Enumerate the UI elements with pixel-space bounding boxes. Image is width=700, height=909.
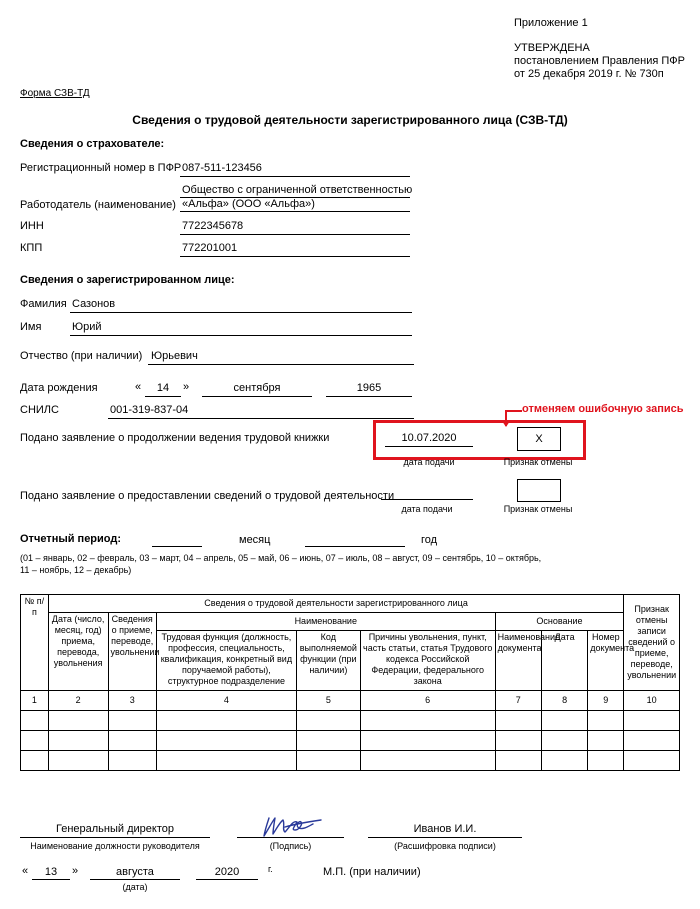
- person-heading: Сведения о зарегистрированном лице:: [20, 274, 235, 286]
- provide-cancel-box[interactable]: [517, 479, 561, 502]
- table-cell[interactable]: [48, 731, 108, 751]
- table-cell[interactable]: [541, 731, 587, 751]
- kpp-value: 772201001: [182, 242, 238, 254]
- signer-name-value: Иванов И.И.: [413, 823, 477, 835]
- sign-month: августа: [116, 866, 154, 878]
- reg-number-line: [180, 176, 410, 177]
- col-number: 4: [156, 691, 296, 711]
- table-cell[interactable]: [296, 751, 360, 771]
- header-date: Дата (число, месяц, год) приема, перевода, увольнения: [48, 613, 108, 691]
- table-cell[interactable]: [21, 731, 49, 751]
- patronymic-line: [148, 364, 414, 365]
- signer-name-caption: (Расшифровка подписи): [394, 841, 496, 851]
- signature-caption: (Подпись): [269, 841, 312, 851]
- signature-icon: [255, 812, 335, 840]
- snils-line: [108, 418, 414, 419]
- position-caption: Наименование должности руководителя: [30, 841, 200, 851]
- header-code: Код выполняемой функции (при наличии): [296, 631, 360, 691]
- period-month-label: месяц: [239, 534, 271, 546]
- col-number: 6: [360, 691, 495, 711]
- table-cell[interactable]: [495, 711, 541, 731]
- col-number: 7: [495, 691, 541, 711]
- approved-line-1: постановлением Правления ПФР: [514, 55, 685, 67]
- position-line: [20, 837, 210, 838]
- employer-label: Работодатель (наименование): [20, 199, 176, 211]
- table-cell[interactable]: [541, 711, 587, 731]
- period-legend-2: 11 – ноябрь, 12 – декабрь): [20, 565, 132, 575]
- reg-number-value: 087-511-123456: [182, 162, 262, 174]
- provide-cancel-caption: Признак отмены: [503, 504, 573, 514]
- header-name-group: Наименование: [156, 613, 495, 631]
- header-cancel: Признак отмены записи сведений о приеме, переводе, увольнении: [624, 595, 680, 691]
- table-row: [21, 751, 680, 771]
- table-cell[interactable]: [21, 751, 49, 771]
- birth-day-line: [145, 396, 181, 397]
- table-row: [21, 711, 680, 731]
- table-cell[interactable]: [48, 751, 108, 771]
- date-quote-close: »: [72, 865, 79, 877]
- header-doc-name: Наименование документа: [495, 631, 541, 691]
- stamp-label: М.П. (при наличии): [323, 866, 421, 878]
- continue-date-caption: дата подачи: [403, 457, 455, 467]
- col-number: 8: [541, 691, 587, 711]
- continue-app-date: 10.07.2020: [401, 432, 457, 444]
- table-cell[interactable]: [495, 731, 541, 751]
- birth-label: Дата рождения: [20, 382, 98, 394]
- period-year-line: [305, 546, 405, 547]
- date-quote-open: «: [22, 865, 29, 877]
- table-cell[interactable]: [588, 711, 624, 731]
- header-num: № п/п: [21, 595, 49, 691]
- col-number: 9: [588, 691, 624, 711]
- table-cell[interactable]: [624, 751, 680, 771]
- table-cell[interactable]: [156, 731, 296, 751]
- surname-value: Сазонов: [72, 298, 116, 310]
- table-cell[interactable]: [296, 711, 360, 731]
- surname-label: Фамилия: [20, 298, 67, 310]
- birth-year: 1965: [356, 382, 382, 394]
- header-info: Сведения о приеме, переводе, увольнении: [108, 613, 156, 691]
- table-cell[interactable]: [108, 731, 156, 751]
- kpp-label: КПП: [20, 242, 43, 254]
- provide-app-date-line: [381, 499, 473, 500]
- activity-table: [20, 594, 680, 771]
- continue-cancel-caption: Признак отмены: [503, 457, 573, 467]
- provide-app-label: Подано заявление о предоставлении сведений о трудовой деятельности: [20, 490, 395, 502]
- sign-month-line: [90, 879, 180, 880]
- name-value: Юрий: [72, 321, 102, 333]
- position-value: Генеральный директор: [56, 823, 174, 835]
- period-year-label: год: [421, 534, 438, 546]
- header-basis-group: Основание: [495, 613, 624, 631]
- continue-cancel-box[interactable]: X: [517, 427, 561, 451]
- inn-value: 7722345678: [182, 220, 244, 232]
- column-numbers-row: [21, 691, 680, 711]
- table-cell[interactable]: [624, 731, 680, 751]
- table-cell[interactable]: [156, 751, 296, 771]
- name-label: Имя: [20, 321, 42, 333]
- birth-month-line: [202, 396, 312, 397]
- header-doc-date: Дата: [541, 631, 587, 691]
- employer-value-1: Общество с ограниченной ответственностью: [182, 184, 413, 196]
- table-cell[interactable]: [624, 711, 680, 731]
- birth-day: 14: [156, 382, 170, 394]
- birth-year-line: [326, 396, 412, 397]
- continue-app-label: Подано заявление о продолжении ведения трудовой книжки: [20, 432, 330, 444]
- kpp-line: [180, 256, 410, 257]
- header-function: Трудовая функция (должность, профессия, специальность, квалификация, конкретный вид поручаемой работы), структурное подразделение: [156, 631, 296, 691]
- reg-number-label: Регистрационный номер в ПФР: [20, 162, 182, 174]
- col-number: 3: [108, 691, 156, 711]
- page-title: Сведения о трудовой деятельности зарегистрированного лица (СЗВ-ТД): [132, 113, 568, 127]
- sign-year-line: [196, 879, 258, 880]
- table-cell[interactable]: [156, 711, 296, 731]
- insurer-heading: Сведения о страхователе:: [20, 138, 165, 150]
- approved-label: УТВЕРЖДЕНА: [514, 42, 590, 54]
- name-line: [70, 335, 412, 336]
- header-doc-num: Номер документа: [588, 631, 624, 691]
- table-cell[interactable]: [495, 751, 541, 771]
- table-cell[interactable]: [360, 711, 495, 731]
- appendix-label: Приложение 1: [514, 17, 588, 29]
- table-cell[interactable]: [541, 751, 587, 771]
- col-number: 5: [296, 691, 360, 711]
- birth-month: сентября: [233, 382, 281, 394]
- period-legend-1: (01 – январь, 02 – февраль, 03 – март, 04 – апрель, 05 – май, 06 – июнь, 07 – июль, 08 – август, 09 – сентябрь, 10 – октябрь,: [20, 553, 542, 563]
- patronymic-value: Юрьевич: [151, 350, 198, 362]
- snils-label: СНИЛС: [20, 404, 59, 416]
- table-row: [21, 731, 680, 751]
- birth-quote-open: «: [135, 381, 142, 393]
- header-group: Сведения о трудовой деятельности зарегистрированного лица: [48, 595, 624, 613]
- period-month-line: [152, 546, 202, 547]
- table-cell[interactable]: [21, 711, 49, 731]
- annotation-text: отменяем ошибочную запись: [522, 403, 684, 415]
- table-cell[interactable]: [588, 751, 624, 771]
- col-number: 1: [21, 691, 49, 711]
- inn-line: [180, 234, 410, 235]
- period-label: Отчетный период:: [20, 533, 122, 545]
- snils-value: 001-319-837-04: [110, 404, 189, 416]
- provide-date-caption: дата подачи: [401, 504, 453, 514]
- approved-line-2: от 25 декабря 2019 г. № 730п: [514, 68, 664, 80]
- surname-line: [70, 312, 412, 313]
- table-cell[interactable]: [108, 751, 156, 771]
- sign-year-suffix: г.: [268, 864, 273, 874]
- sign-date-caption: (дата): [122, 882, 148, 892]
- sign-year: 2020: [214, 866, 240, 878]
- signature-line: [237, 837, 344, 838]
- employer-value-2: «Альфа» (ООО «Альфа»): [182, 198, 315, 210]
- sign-day-line: [32, 879, 70, 880]
- header-reason: Причины увольнения, пункт, часть статьи, статья Трудового кодекса Российской Федерации, федерального закона: [360, 631, 495, 691]
- table-cell[interactable]: [588, 731, 624, 751]
- col-number: 10: [624, 691, 680, 711]
- form-name: Форма СЗВ-ТД: [20, 88, 90, 99]
- employer-line-2: [180, 211, 410, 212]
- signer-name-line: [368, 837, 522, 838]
- inn-label: ИНН: [20, 220, 44, 232]
- table-cell[interactable]: [108, 711, 156, 731]
- continue-app-date-line: [385, 446, 473, 447]
- table-cell[interactable]: [360, 751, 495, 771]
- table-cell[interactable]: [296, 731, 360, 751]
- table-cell[interactable]: [360, 731, 495, 751]
- birth-quote-close: »: [183, 381, 190, 393]
- col-number: 2: [48, 691, 108, 711]
- sign-day: 13: [44, 866, 58, 878]
- patronymic-label: Отчество (при наличии): [20, 350, 143, 362]
- table-cell[interactable]: [48, 711, 108, 731]
